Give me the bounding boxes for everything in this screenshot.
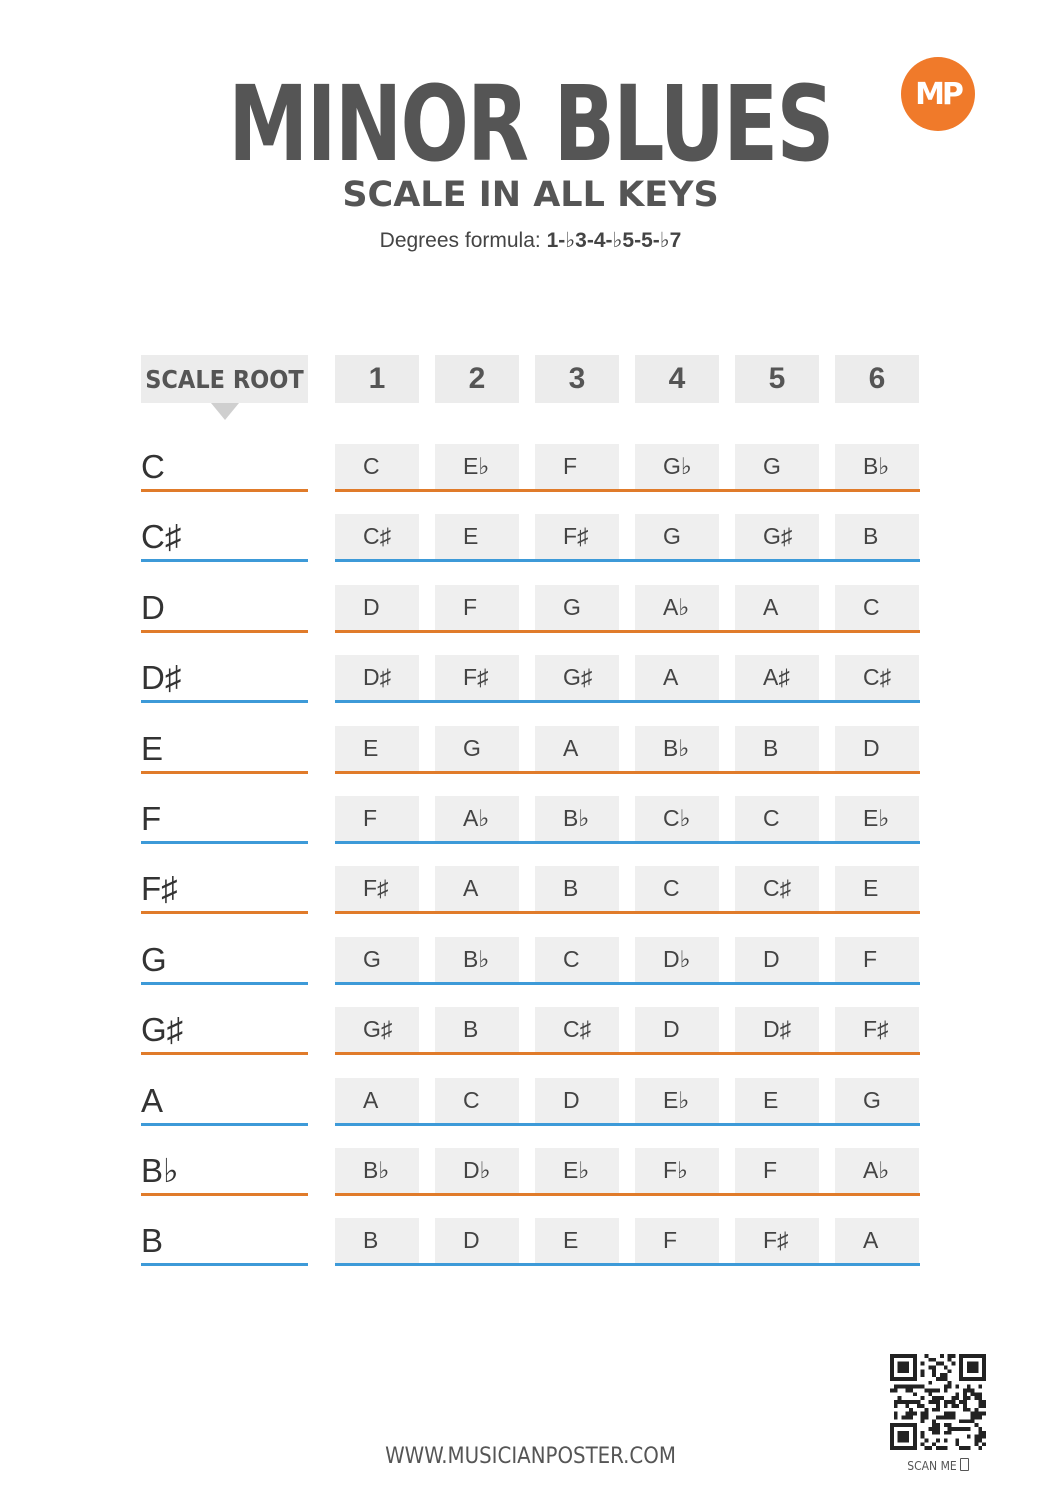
note-cell: C♯ [335, 514, 419, 559]
note-cell: B♭ [535, 796, 619, 841]
scale-root-header: SCALE ROOT [141, 355, 308, 403]
note-cell: F [335, 796, 419, 841]
root-label: G♯ [141, 1011, 184, 1049]
note-cell: F♭ [635, 1148, 719, 1193]
note-cell: A♭ [635, 585, 719, 630]
note-cell: C♭ [635, 796, 719, 841]
note-cell: E♭ [535, 1148, 619, 1193]
degree-header-6: 6 [835, 355, 919, 403]
root-underline [141, 700, 308, 703]
row-underline [335, 771, 920, 774]
root-label: C♯ [141, 518, 182, 556]
note-cell: F [435, 585, 519, 630]
note-cell: G♭ [635, 444, 719, 489]
note-cell: A♯ [735, 655, 819, 700]
note-cell: A [635, 655, 719, 700]
note-cell: C♯ [535, 1007, 619, 1052]
footer-url: WWW.MUSICIANPOSTER.COM [385, 1444, 676, 1469]
note-cell: G♯ [735, 514, 819, 559]
formula-label: Degrees formula: [379, 229, 541, 252]
degree-header-4: 4 [635, 355, 719, 403]
note-cell: G♯ [535, 655, 619, 700]
note-cell: C♯ [835, 655, 919, 700]
down-arrow-icon [211, 403, 239, 420]
degree-header-2: 2 [435, 355, 519, 403]
note-cell: D♭ [435, 1148, 519, 1193]
note-cell: B♭ [635, 726, 719, 771]
root-label: E [141, 729, 164, 767]
note-cell: A♭ [435, 796, 519, 841]
note-cell: C [335, 444, 419, 489]
root-underline [141, 982, 308, 985]
note-cell: A [435, 866, 519, 911]
note-cell: C [835, 585, 919, 630]
root-underline [141, 911, 308, 914]
root-underline [141, 1193, 308, 1196]
root-label: D♯ [141, 659, 182, 697]
root-underline [141, 489, 308, 492]
note-cell: B [735, 726, 819, 771]
note-cell: F [735, 1148, 819, 1193]
note-cell: D [535, 1078, 619, 1123]
poster-title: MINOR BLUES [228, 63, 833, 185]
note-cell: G [335, 937, 419, 982]
note-cell: E [435, 514, 519, 559]
root-underline [141, 630, 308, 633]
musicianposter-logo: MP [901, 57, 975, 131]
note-cell: E♭ [635, 1078, 719, 1123]
note-cell: G [835, 1078, 919, 1123]
row-underline [335, 1123, 920, 1126]
root-underline [141, 1263, 308, 1266]
note-cell: D♯ [735, 1007, 819, 1052]
note-cell: A [535, 726, 619, 771]
root-label: A [141, 1081, 164, 1119]
note-cell: B [535, 866, 619, 911]
note-cell: C [735, 796, 819, 841]
phone-icon [960, 1458, 969, 1471]
root-underline [141, 1123, 308, 1126]
row-underline [335, 911, 920, 914]
note-cell: A♭ [835, 1148, 919, 1193]
poster-subtitle: SCALE IN ALL KEYS [342, 175, 719, 215]
root-underline [141, 841, 308, 844]
note-cell: D♭ [635, 937, 719, 982]
note-cell: G [735, 444, 819, 489]
note-cell: E [835, 866, 919, 911]
note-cell: G [435, 726, 519, 771]
note-cell: C♯ [735, 866, 819, 911]
note-cell: D♯ [335, 655, 419, 700]
root-label: C [141, 448, 165, 485]
row-underline [335, 700, 920, 703]
note-cell: F♯ [335, 866, 419, 911]
scan-me-label [889, 1458, 987, 1473]
note-cell: B♭ [435, 937, 519, 982]
row-underline [335, 1193, 920, 1196]
note-cell: B♭ [835, 444, 919, 489]
note-cell: E [335, 726, 419, 771]
root-label: G [141, 940, 167, 978]
root-label: F♯ [141, 870, 178, 908]
note-cell: G [535, 585, 619, 630]
note-cell: E [535, 1218, 619, 1263]
degree-header-3: 3 [535, 355, 619, 403]
formula-value: 1-♭3-4-♭5-5-♭7 [546, 229, 682, 252]
root-label: D [141, 588, 165, 626]
row-underline [335, 982, 920, 985]
note-cell: A [335, 1078, 419, 1123]
note-cell: B [435, 1007, 519, 1052]
note-cell: C [635, 866, 719, 911]
note-cell: F♯ [435, 655, 519, 700]
note-cell: B♭ [335, 1148, 419, 1193]
note-cell: A [735, 585, 819, 630]
row-underline [335, 559, 920, 562]
note-cell: F♯ [535, 514, 619, 559]
note-cell: F♯ [835, 1007, 919, 1052]
note-cell: F [535, 444, 619, 489]
degrees-formula [0, 230, 1061, 251]
row-underline [335, 1263, 920, 1266]
note-cell: D [335, 585, 419, 630]
note-cell: D [835, 726, 919, 771]
note-cell: F [635, 1218, 719, 1263]
note-cell: D [635, 1007, 719, 1052]
note-cell: B [835, 514, 919, 559]
qr-code-icon [890, 1354, 986, 1450]
root-underline [141, 559, 308, 562]
note-cell: C [535, 937, 619, 982]
note-cell: D [435, 1218, 519, 1263]
degree-header-1: 1 [335, 355, 419, 403]
note-cell: F [835, 937, 919, 982]
scan-me-text: SCAN ME [907, 1459, 957, 1473]
note-cell: C [435, 1078, 519, 1123]
note-cell: E♭ [435, 444, 519, 489]
root-underline [141, 1052, 308, 1055]
root-label: B♭ [141, 1152, 179, 1189]
root-label: B [141, 1222, 164, 1260]
row-underline [335, 489, 920, 492]
note-cell: B [335, 1218, 419, 1263]
root-underline [141, 771, 308, 774]
note-cell: D [735, 937, 819, 982]
note-cell: G♯ [335, 1007, 419, 1052]
degree-header-5: 5 [735, 355, 819, 403]
row-underline [335, 841, 920, 844]
note-cell: E♭ [835, 796, 919, 841]
row-underline [335, 1052, 920, 1055]
root-label: F [141, 800, 162, 837]
note-cell: A [835, 1218, 919, 1263]
note-cell: F♯ [735, 1218, 819, 1263]
row-underline [335, 630, 920, 633]
note-cell: G [635, 514, 719, 559]
note-cell: E [735, 1078, 819, 1123]
